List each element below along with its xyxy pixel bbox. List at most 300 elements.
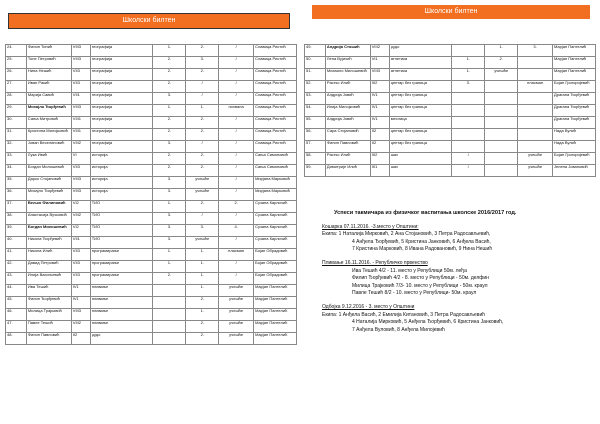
cell-name: Филип Павловић xyxy=(26,333,71,345)
cell-res: пласман xyxy=(518,81,553,93)
cell-place: 1. xyxy=(186,273,219,285)
cell-mentor: Бојан Обрадовић xyxy=(254,273,297,285)
table-row xyxy=(305,141,596,153)
cell-cls: VI2 xyxy=(71,225,90,237)
cell-lvl: 3. xyxy=(153,189,186,201)
table-row xyxy=(305,165,596,177)
cell-mentor: Нада Вулић xyxy=(553,141,596,153)
cell-name: Андрија Јовић xyxy=(325,117,370,129)
cell-cls: VII1 xyxy=(71,237,90,249)
cell-cls: VIII3 xyxy=(71,45,90,57)
cell-name: Андрија Јовић xyxy=(325,93,370,105)
cell-mentor: Марјан Пантелић xyxy=(553,69,596,81)
cell-place: 1. xyxy=(186,309,219,321)
cell-n: 42. xyxy=(6,261,27,273)
cell-subj: пливање xyxy=(90,309,153,321)
cell-n: 44. xyxy=(6,285,27,297)
cell-cls: VIII3 xyxy=(71,309,90,321)
banner-left: Школски билтен xyxy=(8,13,290,29)
cell-subj: историја xyxy=(90,189,153,201)
table-row xyxy=(6,201,297,213)
cell-place xyxy=(485,117,518,129)
cell-name: Анастасија Вучковић xyxy=(26,213,71,225)
cell-lvl: 2. xyxy=(153,165,186,177)
cell-place: 2. xyxy=(186,333,219,345)
cell-lvl: 2. xyxy=(153,69,186,81)
cell-res xyxy=(518,117,553,129)
cell-cls: VIII1 xyxy=(71,129,90,141)
cell-res: / xyxy=(219,69,254,81)
cell-place: учешће xyxy=(186,237,219,249)
right-results-table xyxy=(304,44,596,177)
cell-res: учешће xyxy=(219,333,254,345)
cell-lvl xyxy=(153,321,186,333)
banner-right: Школски билтен xyxy=(312,5,590,19)
cell-res: / xyxy=(219,141,254,153)
cell-lvl: 3. xyxy=(452,81,485,93)
section-title: Успеси такмичара из физичког васпитања школске 2016/2017 год. xyxy=(334,210,517,216)
cell-res: / xyxy=(219,57,254,69)
cell-res xyxy=(518,141,553,153)
cell-subj: центар без граница xyxy=(389,105,452,117)
cell-n: 41. xyxy=(6,249,27,261)
cell-res: 2. xyxy=(219,201,254,213)
table-row xyxy=(6,81,297,93)
cell-cls: IV1 xyxy=(370,93,389,105)
cell-subj: ТИО xyxy=(90,237,153,249)
cell-mentor: Славица Ристић xyxy=(254,69,297,81)
cell-mentor: Јелена Јовановић xyxy=(553,165,596,177)
cell-n: 50. xyxy=(305,57,326,69)
cell-name: Иван Ракић xyxy=(26,81,71,93)
table-row xyxy=(6,129,297,141)
cell-name: Милица Трајковић xyxy=(26,309,71,321)
cell-subj: географија xyxy=(90,81,153,93)
cell-res: / xyxy=(219,81,254,93)
cell-lvl xyxy=(452,45,485,57)
cell-subj: шах xyxy=(389,153,452,165)
cell-place: 2. xyxy=(186,117,219,129)
cell-mentor: Марјан Пантелић xyxy=(254,285,297,297)
cell-cls: II2 xyxy=(71,333,90,345)
table-row xyxy=(6,165,297,177)
cell-res: / xyxy=(219,261,254,273)
table-row xyxy=(305,153,596,165)
cell-lvl xyxy=(452,117,485,129)
cell-name: Филип Ђорђевић xyxy=(26,297,71,309)
cell-place: 1. xyxy=(485,45,518,57)
cell-res: учешће xyxy=(219,297,254,309)
cell-cls: VIII3 xyxy=(370,69,389,81)
cell-subj: програмирање xyxy=(90,261,153,273)
cell-cls: VIII2 xyxy=(370,45,389,57)
table-row xyxy=(6,189,297,201)
cell-place: учешће xyxy=(485,69,518,81)
cell-lvl: 3. xyxy=(153,141,186,153)
table-row xyxy=(6,153,297,165)
table-row xyxy=(6,321,297,333)
cell-n: 27. xyxy=(6,81,27,93)
cell-place: учешће xyxy=(186,177,219,189)
cell-cls: VIII1 xyxy=(71,117,90,129)
cell-mentor: Драгана Ђорђевић xyxy=(553,93,596,105)
cell-subj: ТИО xyxy=(90,213,153,225)
cell-subj: атлетика xyxy=(389,69,452,81)
cell-place: / xyxy=(186,81,219,93)
cell-subj: географија xyxy=(90,129,153,141)
cell-cls: VII3 xyxy=(71,81,90,93)
volleyball-heading: Одбојка 9.12.2016 - 3. место у Општини xyxy=(322,303,415,310)
cell-cls: II2 xyxy=(370,129,389,141)
basketball-heading: Кошарка 07.11.2016. -3.место у Општини: xyxy=(322,223,419,230)
cell-subj: географија xyxy=(90,45,153,57)
cell-cls: IV1 xyxy=(71,285,90,297)
cell-name: Марија Савић xyxy=(26,93,71,105)
cell-res: / xyxy=(219,237,254,249)
cell-mentor: Сузана Карличић xyxy=(254,225,297,237)
cell-subj: историја xyxy=(90,177,153,189)
cell-subj: џудо xyxy=(389,45,452,57)
cell-mentor: Сузана Карличић xyxy=(254,237,297,249)
cell-cls: II2 xyxy=(370,141,389,153)
cell-cls: VI1 xyxy=(370,57,389,69)
swimming-line: Павле Тешић 8/2 - 10. место у Републици- 50м. краул xyxy=(352,290,477,297)
cell-res: / xyxy=(219,189,254,201)
cell-name: Сања Митровић xyxy=(26,117,71,129)
swimming-line: Ива Тешић 4/2 - 11. место у Републици 50м. леђа xyxy=(352,267,467,274)
cell-lvl: 2. xyxy=(153,57,186,69)
cell-lvl: 1. xyxy=(452,69,485,81)
cell-place: 1. xyxy=(186,261,219,273)
cell-n: 58. xyxy=(305,153,326,165)
cell-name: Лука Ивић xyxy=(26,153,71,165)
cell-mentor: Бојан Григоријевић xyxy=(553,81,596,93)
cell-place: 3. xyxy=(186,57,219,69)
cell-place xyxy=(485,105,518,117)
cell-n: 32. xyxy=(6,141,27,153)
cell-place: 2. xyxy=(186,165,219,177)
cell-res: учешће xyxy=(219,285,254,297)
cell-mentor: Марјан Пантелић xyxy=(254,333,297,345)
cell-subj: географија xyxy=(90,117,153,129)
cell-n: 46. xyxy=(6,309,27,321)
cell-n: 25. xyxy=(6,57,27,69)
cell-mentor: Славица Ристић xyxy=(254,81,297,93)
cell-n: 49. xyxy=(305,45,326,57)
cell-lvl xyxy=(153,333,186,345)
table-row xyxy=(6,285,297,297)
cell-place: 2. xyxy=(186,129,219,141)
cell-n: 57. xyxy=(305,141,326,153)
cell-subj: географија xyxy=(90,105,153,117)
cell-res: учешће xyxy=(219,309,254,321)
cell-n: 39. xyxy=(6,225,27,237)
cell-name: Андрија Стошић xyxy=(325,45,370,57)
basketball-line: 7 Кристина Марковић, 8 Ивана Радовановић, 9 Нина Нешић xyxy=(352,246,493,253)
table-row xyxy=(6,261,297,273)
cell-name: Никола Ђорђевић xyxy=(26,237,71,249)
cell-name: Димитрије Илић xyxy=(325,165,370,177)
cell-cls: III2 xyxy=(370,153,389,165)
cell-n: 29. xyxy=(6,105,27,117)
cell-subj: центар без граница xyxy=(389,81,452,93)
cell-subj: географија xyxy=(90,57,153,69)
cell-mentor: Марјан Пантелић xyxy=(254,321,297,333)
cell-cls: VII1 xyxy=(71,93,90,105)
cell-name: Никола Илић xyxy=(26,249,71,261)
cell-place xyxy=(485,81,518,93)
cell-subj: пливање xyxy=(90,285,153,297)
cell-res xyxy=(518,93,553,105)
cell-cls: VIII3 xyxy=(71,57,90,69)
cell-subj: пливање xyxy=(90,297,153,309)
table-row xyxy=(305,93,596,105)
table-row xyxy=(305,57,596,69)
cell-n: 26. xyxy=(6,69,27,81)
cell-n: 51. xyxy=(305,69,326,81)
cell-lvl xyxy=(452,129,485,141)
cell-n: 28. xyxy=(6,93,27,105)
cell-lvl: 3. xyxy=(153,225,186,237)
cell-lvl: / xyxy=(452,153,485,165)
cell-n: 54. xyxy=(305,105,326,117)
cell-place: 2. xyxy=(186,69,219,81)
cell-cls: VI2 xyxy=(71,201,90,213)
cell-mentor: Сања Симоновић xyxy=(254,165,297,177)
cell-mentor: Марјан Пантелић xyxy=(553,57,596,69)
table-row xyxy=(305,81,596,93)
cell-place: / xyxy=(186,213,219,225)
cell-name: Дарко Стојановић xyxy=(26,177,71,189)
cell-cls: III1 xyxy=(370,165,389,177)
cell-lvl: 1. xyxy=(153,105,186,117)
swimming-line: Милица Трајковић 7/3- 10. место у Републици - 50м. краул xyxy=(352,282,488,289)
cell-place xyxy=(485,165,518,177)
cell-n: 34. xyxy=(6,165,27,177)
cell-name: Филип Павловић xyxy=(325,141,370,153)
cell-res: / xyxy=(219,117,254,129)
cell-name: Павле Тешић xyxy=(26,321,71,333)
cell-subj: географија xyxy=(90,93,153,105)
cell-subj: историја xyxy=(90,165,153,177)
cell-res: похвала xyxy=(219,105,254,117)
cell-res: / xyxy=(219,165,254,177)
cell-lvl: 2. xyxy=(153,153,186,165)
cell-place: 1. xyxy=(186,285,219,297)
cell-cls: IV1 xyxy=(370,105,389,117)
cell-cls: III2 xyxy=(370,81,389,93)
cell-res: / xyxy=(219,93,254,105)
cell-place xyxy=(485,129,518,141)
cell-lvl: 2. xyxy=(153,117,186,129)
table-row xyxy=(6,141,297,153)
cell-res xyxy=(518,105,553,117)
table-row xyxy=(6,69,297,81)
cell-lvl: 1. xyxy=(153,261,186,273)
cell-mentor: Славица Ристић xyxy=(254,105,297,117)
cell-n: 35. xyxy=(6,177,27,189)
cell-subj: ТИО xyxy=(90,225,153,237)
cell-subj: географија xyxy=(90,69,153,81)
cell-subj: пливање xyxy=(90,321,153,333)
cell-n: 38. xyxy=(6,213,27,225)
cell-place: 1. xyxy=(186,249,219,261)
table-row xyxy=(6,273,297,285)
table-row xyxy=(6,333,297,345)
cell-lvl: 3. xyxy=(153,237,186,249)
cell-cls: VII3 xyxy=(71,249,90,261)
cell-res xyxy=(518,129,553,141)
cell-n: 31. xyxy=(6,129,27,141)
table-row xyxy=(6,309,297,321)
cell-n: 56. xyxy=(305,129,326,141)
cell-res: / xyxy=(219,273,254,285)
table-row xyxy=(305,129,596,141)
cell-name: Лена Вујичић xyxy=(325,57,370,69)
table-row xyxy=(305,117,596,129)
cell-res xyxy=(518,69,553,81)
cell-res: учешће xyxy=(518,153,553,165)
cell-name: Филип Тинић xyxy=(26,45,71,57)
cell-place: учешће xyxy=(186,189,219,201)
cell-place xyxy=(485,141,518,153)
cell-n: 47. xyxy=(6,321,27,333)
cell-lvl: 1. xyxy=(153,45,186,57)
cell-mentor: Славица Ристић xyxy=(254,117,297,129)
cell-place: 2. xyxy=(186,297,219,309)
cell-n: 52. xyxy=(305,81,326,93)
cell-cls: VIII2 xyxy=(71,141,90,153)
cell-n: 36. xyxy=(6,189,27,201)
cell-lvl xyxy=(452,141,485,153)
cell-name: Давид Петровић xyxy=(26,261,71,273)
cell-name: Растко Илић xyxy=(325,81,370,93)
cell-mentor: Сања Симоновић xyxy=(254,153,297,165)
cell-res: учешће xyxy=(518,165,553,177)
cell-subj: центар без граница xyxy=(389,93,452,105)
cell-n: 48. xyxy=(6,333,27,345)
cell-name: Вељко Филиповић xyxy=(26,201,71,213)
cell-name: Сара Стојановић xyxy=(325,129,370,141)
cell-name: Михајло Ђорђевић xyxy=(26,105,71,117)
cell-mentor: Марјан Пантелић xyxy=(254,309,297,321)
cell-place xyxy=(485,153,518,165)
cell-name: Богдан Милошевић xyxy=(26,165,71,177)
cell-cls: VII3 xyxy=(71,165,90,177)
cell-place: 2. xyxy=(186,153,219,165)
volleyball-line: 7 Анђела Вуловић, 8 Анђела Милојевић xyxy=(352,326,445,333)
cell-res: / xyxy=(219,153,254,165)
cell-lvl: 1. xyxy=(153,249,186,261)
cell-lvl xyxy=(153,309,186,321)
cell-lvl: 2. xyxy=(153,81,186,93)
cell-place xyxy=(485,93,518,105)
table-row xyxy=(6,93,297,105)
cell-mentor: Марјан Пантелић xyxy=(254,297,297,309)
cell-cls: VIII3 xyxy=(71,177,90,189)
cell-mentor: Славица Ристић xyxy=(254,129,297,141)
table-row xyxy=(6,177,297,189)
swimming-line: Филип Ђорђевић 4/2 - 8. место у Републици - 50м. делфин xyxy=(352,275,489,282)
table-row xyxy=(6,213,297,225)
cell-n: 53. xyxy=(305,93,326,105)
cell-res: 3. xyxy=(518,45,553,57)
cell-n: 43. xyxy=(6,273,27,285)
basketball-line: Екипа: 1 Наталија Мирковић, 2 Ана Стојановић, 3 Петра Радосављевић, xyxy=(322,231,491,238)
cell-n: 33. xyxy=(6,153,27,165)
cell-lvl: / xyxy=(452,165,485,177)
cell-res: / xyxy=(219,45,254,57)
cell-n: 59. xyxy=(305,165,326,177)
cell-place: 2. xyxy=(186,45,219,57)
cell-name: Јован Веселиновић xyxy=(26,141,71,153)
cell-subj: географија xyxy=(90,141,153,153)
cell-place: 3. xyxy=(186,225,219,237)
cell-lvl xyxy=(452,105,485,117)
swimming-heading: Пливање 16.11.2016. - Републичко првенство xyxy=(322,259,428,266)
cell-mentor: Мирјана Марковић xyxy=(254,177,297,189)
cell-subj: џудо xyxy=(90,333,153,345)
cell-name: Растко Илић xyxy=(325,153,370,165)
cell-cls: VII3 xyxy=(71,69,90,81)
cell-name: Ива Тешић xyxy=(26,285,71,297)
cell-n: 55. xyxy=(305,117,326,129)
cell-subj: меслица xyxy=(389,117,452,129)
cell-res: / xyxy=(219,213,254,225)
table-row xyxy=(305,105,596,117)
cell-mentor: Славица Ристић xyxy=(254,93,297,105)
cell-lvl: 3. xyxy=(153,93,186,105)
cell-n: 45. xyxy=(6,297,27,309)
cell-place: / xyxy=(186,141,219,153)
cell-lvl: 3. xyxy=(153,213,186,225)
cell-n: 30. xyxy=(6,117,27,129)
table-row xyxy=(6,297,297,309)
cell-mentor: Драгана Ђорђевић xyxy=(553,105,596,117)
cell-subj: центар без граница xyxy=(389,129,452,141)
cell-mentor: Сузана Карличић xyxy=(254,213,297,225)
cell-cls: VII3 xyxy=(71,273,90,285)
cell-lvl: 2. xyxy=(153,273,186,285)
cell-subj: ТИО xyxy=(90,201,153,213)
table-row xyxy=(6,105,297,117)
table-row xyxy=(6,237,297,249)
table-row xyxy=(6,225,297,237)
cell-cls: VII3 xyxy=(71,261,90,273)
cell-name: Илија Милојковић xyxy=(325,105,370,117)
cell-lvl xyxy=(452,93,485,105)
cell-subj: програмирање xyxy=(90,249,153,261)
table-row xyxy=(6,117,297,129)
cell-place: 1. xyxy=(186,105,219,117)
volleyball-line: Екипа: 1 Анђела Васић, 2 Емилија Китановић, 3 Петра Радосављевић xyxy=(322,311,486,318)
cell-name: Илија Васиљевић xyxy=(26,273,71,285)
basketball-line: 4 Анђела Ђорђевић, 5 Кристина Јанковић, 6 Анђела Васић, xyxy=(352,238,491,245)
cell-mentor: Бојан Григоријевић xyxy=(553,153,596,165)
table-row xyxy=(6,45,297,57)
cell-mentor: Бојан Обрадовић xyxy=(254,261,297,273)
cell-name: Михајло Ђорђевић xyxy=(26,189,71,201)
table-row xyxy=(6,57,297,69)
cell-res: пласман xyxy=(219,249,254,261)
cell-res xyxy=(518,57,553,69)
cell-mentor: Славица Ристић xyxy=(254,45,297,57)
left-results-table xyxy=(5,44,297,345)
cell-cls: VIII3 xyxy=(71,105,90,117)
cell-place: 2. xyxy=(186,321,219,333)
cell-place: / xyxy=(186,93,219,105)
cell-cls: VIII3 xyxy=(71,189,90,201)
